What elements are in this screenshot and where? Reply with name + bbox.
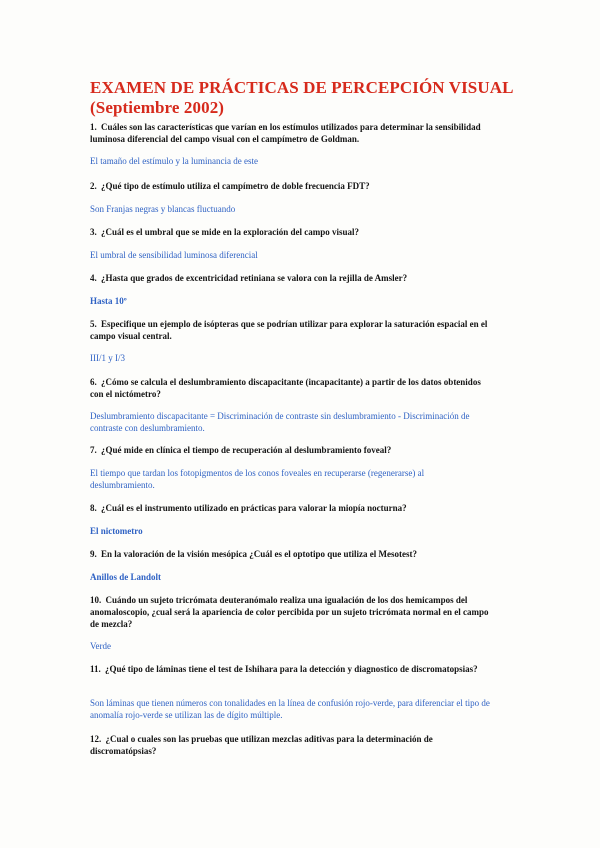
question-number: 1. (90, 122, 97, 132)
question-text: ¿Qué tipo de láminas tiene el test de Ishihara para la detección y diagnostico de discromatopsias? (105, 664, 478, 674)
question-number: 2. (90, 181, 97, 191)
question-number: 10. (90, 595, 102, 605)
question-number: 12. (90, 734, 102, 744)
question-number: 3. (90, 227, 97, 237)
answer-7: El tiempo que tardan los fotopigmentos de los conos foveales en recuperarse (regenerarse) al deslumbramiento. (90, 468, 425, 490)
question-number: 9. (90, 549, 97, 559)
question-5 (90, 318, 490, 342)
question-text: ¿Qué mide en clínica el tiempo de recuperación al deslumbramiento foveal? (101, 445, 392, 455)
question-9 (90, 548, 490, 560)
question-text: ¿Hasta que grados de excentricidad retiniana se valora con la rejilla de Amsler? (101, 273, 408, 283)
question-6 (90, 376, 490, 400)
answer-4: Hasta 10º (90, 296, 127, 306)
question-12 (90, 733, 490, 757)
question-text: En la valoración de la visión mesópica ¿Cuál es el optotipo que utiliza el Mesotest? (101, 549, 417, 559)
question-4 (90, 272, 490, 284)
answer-5: III/1 y I/3 (90, 353, 125, 363)
answer-11: Son láminas que tienen números con tonalidades en la línea de confusión rojo-verde, para diferenciar el tipo de anomalía rojo-verde se utilizan las de dígito múltiple. (90, 698, 490, 720)
question-number: 6. (90, 377, 97, 387)
document-title (90, 78, 514, 118)
answer-3: El umbral de sensibilidad luminosa diferencial (90, 250, 258, 260)
answer-1: El tamaño del estímulo y la luminancia de este (90, 156, 258, 166)
question-text: ¿Cuál es el umbral que se mide en la exploración del campo visual? (101, 227, 360, 237)
answer-6: Deslumbramiento discapacitante = Discriminación de contraste sin deslumbramiento - Discriminación de contraste con deslumbramiento. (90, 411, 470, 433)
question-10 (90, 594, 490, 630)
question-number: 11. (90, 664, 101, 674)
question-text: Cuáles son las características que varían en los estímulos utilizados para determinar la sensibilidad luminosa diferencial del campo visual con el campímetro de Goldman. (90, 122, 481, 144)
title-line-2: (Septiembre 2002) (90, 98, 225, 117)
answer-2: Son Franjas negras y blancas fluctuando (90, 204, 236, 214)
question-text: Cuándo un sujeto tricrómata deuteranómalo realiza una igualación de los dos hemicampos del anomaloscopio, ¿cual será la apariencia de color percibida por un sujeto tricrómata normal en el campo de mezcla? (90, 595, 489, 629)
question-number: 5. (90, 319, 97, 329)
question-11 (90, 663, 490, 675)
question-text: Especifique un ejemplo de isópteras que se podrían utilizar para explorar la saturación espacial en el campo visual central. (90, 319, 488, 341)
question-3 (90, 226, 490, 238)
question-text: ¿Cómo se calcula el deslumbramiento discapacitante (incapacitante) a partir de los datos obtenidos con el nictómetro? (90, 377, 481, 399)
title-line-1: EXAMEN DE PRÁCTICAS DE PERCEPCIÓN VISUAL (90, 78, 514, 97)
answer-8: El nictometro (90, 526, 143, 536)
question-number: 7. (90, 445, 97, 455)
question-2 (90, 180, 490, 192)
answer-10: Verde (90, 641, 111, 651)
question-8 (90, 502, 490, 514)
question-number: 8. (90, 503, 97, 513)
question-text: ¿Cuál es el instrumento utilizado en prácticas para valorar la miopía nocturna? (101, 503, 407, 513)
question-text: ¿Qué tipo de estímulo utiliza el campímetro de doble frecuencia FDT? (101, 181, 370, 191)
question-7 (90, 444, 490, 456)
question-text: ¿Cual o cuales son las pruebas que utilizan mezclas aditivas para la determinación de discromatópsias? (90, 734, 433, 756)
question-number: 4. (90, 273, 97, 283)
answer-9: Anillos de Landolt (90, 572, 162, 582)
question-1 (90, 121, 490, 145)
